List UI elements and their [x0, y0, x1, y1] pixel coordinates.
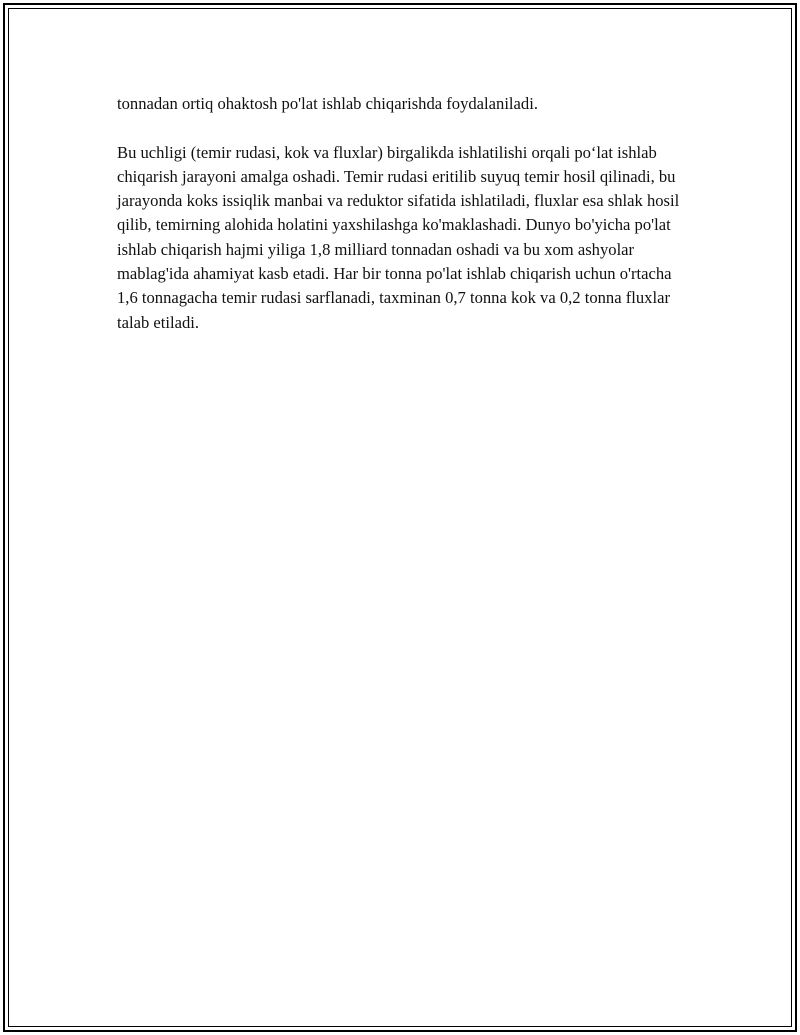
document-body — [117, 92, 692, 335]
paragraph-steel-production: Bu uchligi (temir rudasi, kok va fluxlar) birgalikda ishlatilishi orqali po‘lat ishlab chiqarish jarayoni amalga oshadi. Temir rudasi eritilib suyuq temir hosil qilinadi, bu jarayonda koks issiqlik manbai va reduktor sifatida ishlatiladi, fluxlar esa shlak hosil qilib, temirning alohida holatini yaxshilashga ko'maklashadi. Dunyo bo'yicha po'lat ishlab chiqarish hajmi yiliga 1,8 milliard tonnadan oshadi va bu xom ashyolar mablag'ida ahamiyat kasb etadi. Har bir tonna po'lat ishlab chiqarish uchun o'rtacha 1,6 tonnagacha temir rudasi sarflanadi, taxminan 0,7 tonna kok va 0,2 tonna fluxlar talab etiladi. — [117, 142, 680, 332]
paragraph-continuation: tonnadan ortiq ohaktosh po'lat ishlab chiqarishda foydalaniladi. — [117, 94, 538, 113]
